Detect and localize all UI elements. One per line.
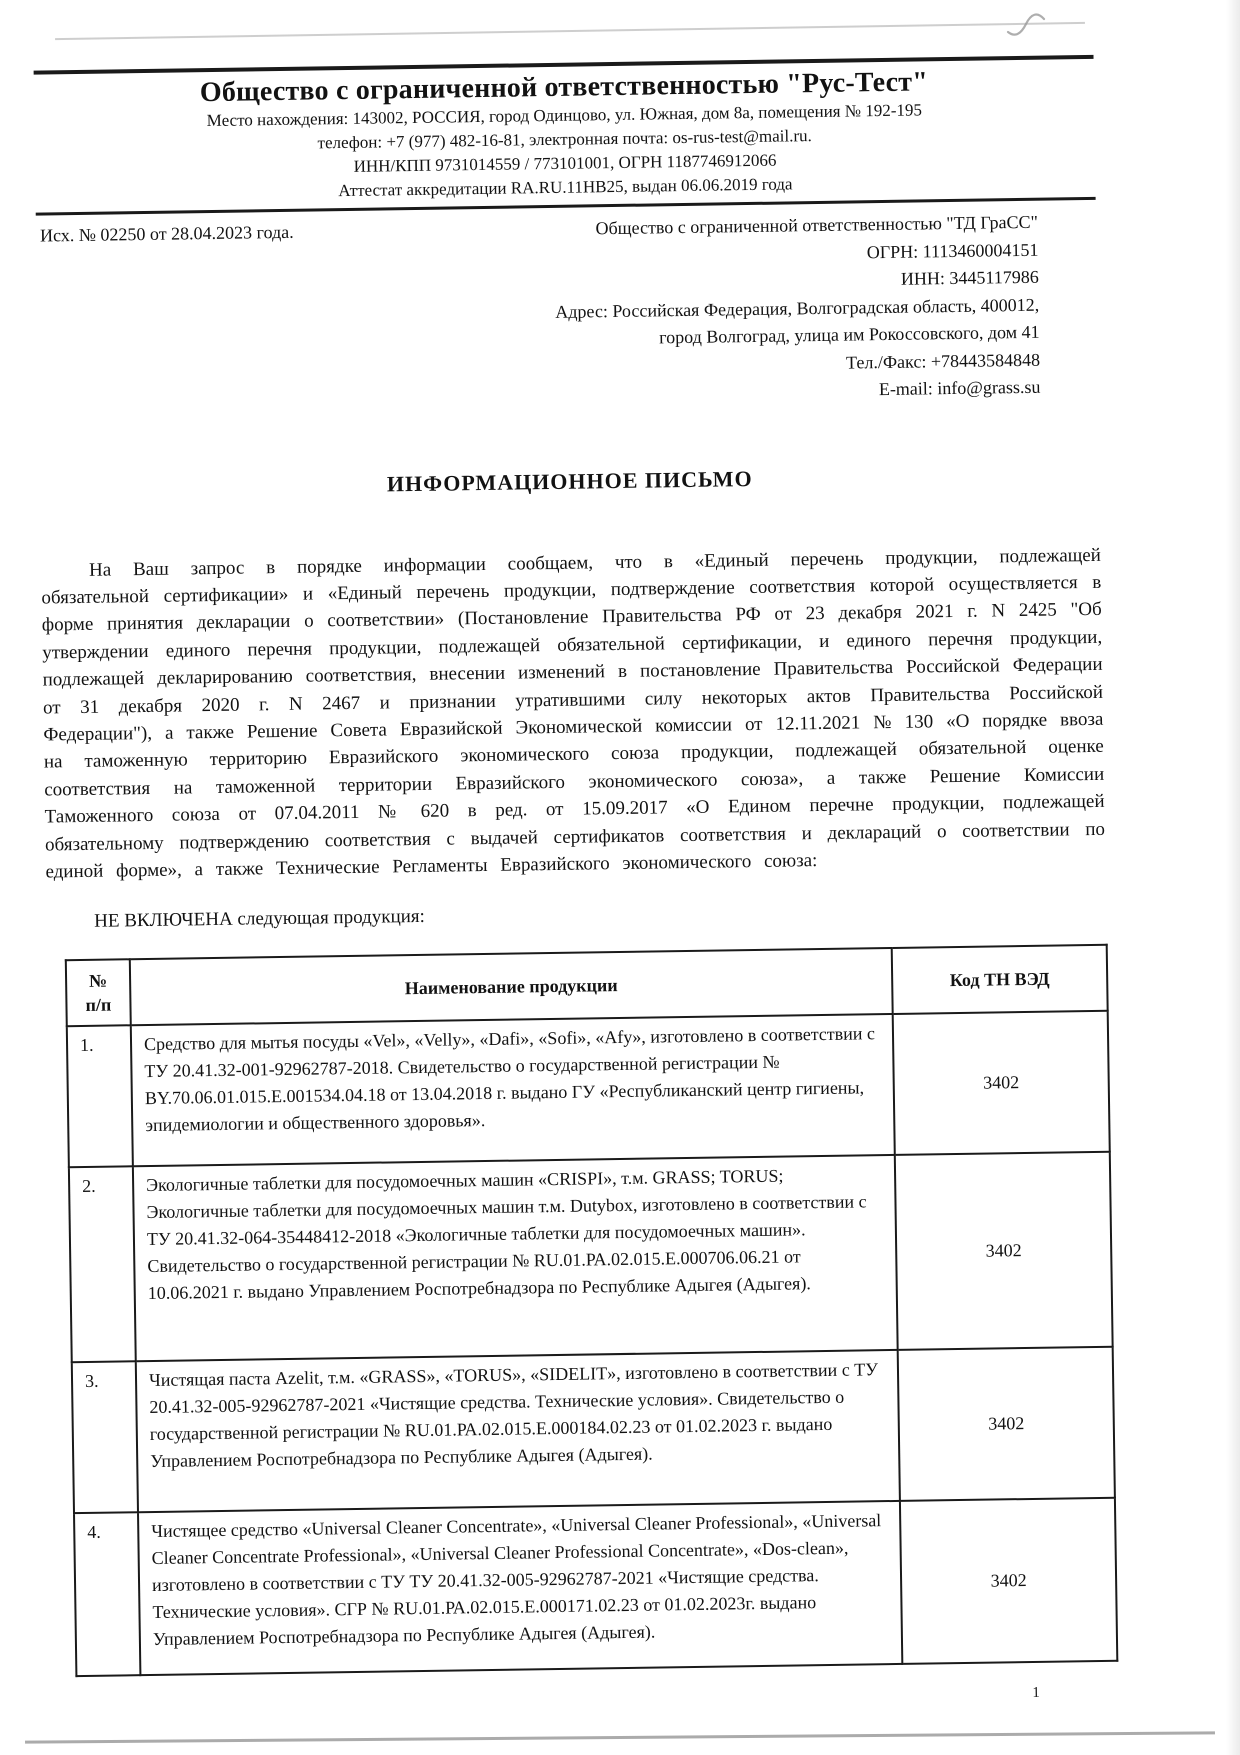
- org-location: Место нахождения: 143002, РОССИЯ, город Одинцово, ул. Южная, дом 8а, помещения № 192-195: [206, 100, 923, 131]
- column-header-number-line2: п/п: [85, 994, 112, 1016]
- row-number: 2.: [69, 1167, 136, 1363]
- row-tnved-code: 3402: [893, 1011, 1110, 1155]
- row-product-name: Чистящая паста Azelit, т.м. «GRASS», «TORUS», «SIDELIT», изготовлено в соответствии с ТУ 20.41.32-005-92962787-2021 «Чистящие средства. Технические условия». Свидетельство о государственной регистрации № RU.01.РА.02.015.Е.000184.02.23 от 01.02.2023 г. выдано Управлением Роспотребнадзора по Республике Адыгея (Адыгея).: [136, 1350, 900, 1512]
- row-tnved-code: 3402: [895, 1152, 1113, 1350]
- outgoing-reference: Исх. № 02250 от 28.04.2023 года.: [39, 221, 294, 246]
- recipient-inn: ИНН: 3445117986: [900, 266, 1039, 289]
- letterhead: [34, 64, 1096, 208]
- paper-right-edge: [1226, 0, 1240, 1755]
- row-number: 4.: [74, 1513, 140, 1677]
- row-tnved-code: 3402: [900, 1498, 1117, 1664]
- row-product-name: Средство для мытья посуды «Vel», «Velly», «Dafi», «Sofi», «Afy», изготовлено в соответствии с ТУ 20.41.32-001-92962787-2018. Свидетельство о государственной регистрации № BY.70.06.01.015.Е.001534.04.18 от 13.04.2018 г. выдано ГУ «Республиканский центр гигиены, эпидемиологии и общественного здоровья».: [131, 1014, 895, 1166]
- recipient-ogrn: ОГРН: 1113460004151: [866, 239, 1039, 262]
- scan-mark-icon: [1005, 12, 1047, 47]
- scan-mark-glyph: [1005, 12, 1047, 42]
- page-number: 1: [1032, 1685, 1040, 1702]
- row-number: 3.: [72, 1362, 138, 1514]
- not-included-line: НЕ ВКЛЮЧЕНА следующая продукция:: [94, 906, 426, 933]
- org-name: Общество с ограниченной ответственностью "Рус-Тест": [199, 66, 929, 109]
- letter-sheet: [0, 53, 1240, 1718]
- org-accreditation: Аттестат аккредитации RA.RU.11НВ25, выдан 06.06.2019 года: [338, 174, 793, 201]
- column-header-number: [66, 960, 131, 1027]
- row-product-name: Чистящее средство «Universal Cleaner Concentrate», «Universal Cleaner Professional», «Universal Cleaner Concentrate Professional», «Universal Cleaner Professional Concentrate», «Dos-clean», изготовлено в соответствии с ТУ ТУ 20.41.32-005-92962787-2021 «Чистящие средства. Технические условия». СГР № RU.01.РА.02.015.Е.000171.02.23 от 01.02.2023г. выдано Управлением Роспотребнадзора по Республике Адыгея (Адыгея).: [138, 1501, 902, 1675]
- recipient-org-name: Общество с ограниченной ответственностью "ТД ГраСС": [595, 211, 1039, 239]
- row-number: 1.: [67, 1026, 133, 1168]
- column-header-code: Код ТН ВЭД: [892, 945, 1108, 1014]
- products-table: [65, 944, 1119, 1677]
- org-contacts: телефон: +7 (977) 482-16-81, электронная почта: os-rus-test@mail.ru.: [317, 126, 812, 153]
- recipient-address-1: Адрес: Российская Федерация, Волгоградская область, 400012,: [555, 294, 1040, 322]
- letter-title: ИНФОРМАЦИОННОЕ ПИСЬМО: [386, 465, 753, 496]
- letter-body-paragraph: На Ваш запрос в порядке информации сообщаем, что в «Единый перечень продукции, подлежащей обязательной сертификации» и «Единый перечень продукции, подтверждение соответствия которой осуществляется в форме принятия декларации о соответствии» (Постановление Правительства РФ от 23 декабря 2021 г. N 2425 "Об утверждении единого перечня продукции, подлежащей обязательной сертификации, и единого перечня продукции, подлежащей декларированию соответствия, внесении изменений в постановление Правительства Российской Федерации от 31 декабря 2020 г. N 2467 и признании утратившими силу некоторых актов Правительства Российской Федерации"), а также Решение Совета Евразийской Экономической комиссии от 12.11.2021 № 130 «О порядке ввоза на таможенную территорию Евразийского экономического союза продукции, подлежащей обязательной оценке соответствия на таможенной территории Евразийского экономического союза», а также Решение Комиссии Таможенного союза от 07.04.2011 № 620 в ред. от 15.09.2017 «О Едином перечне продукции, подлежащей обязательному подтверждению соответствия с выдачей сертификатов соответствия и деклараций о соответствии по единой форме», а также Технические Регламенты Евразийского экономического союза:: [41, 544, 1106, 883]
- row-tnved-code: 3402: [898, 1347, 1115, 1501]
- table-row: [72, 1347, 1115, 1513]
- letter-content: [34, 55, 1118, 1717]
- reference-and-recipient-row: [36, 208, 1099, 416]
- column-header-number-line1: №: [88, 970, 108, 992]
- recipient-address-2: город Волгоград, улица им Рокоссовского, дом 41: [659, 321, 1040, 348]
- table-row: [67, 1011, 1110, 1167]
- row-product-name: Экологичные таблетки для посудомоечных машин «CRISPI», т.м. GRASS; TORUS; Экологичные таблетки для посудомоечных машин т.м. Dutybox, изготовлено в соответствии с ТУ 20.41.32-064-35448412-2018 «Экологичные таблетки для посудомоечных машин». Свидетельство о государственной регистрации № RU.01.РА.02.015.Е.000706.06.21 от 10.06.2021 г. выдано Управлением Роспотребнадзора по Республике Адыгея (Адыгея).: [133, 1155, 898, 1361]
- paper-bottom-edge: [25, 1731, 1215, 1743]
- recipient-email: E-mail: info@grass.su: [878, 376, 1041, 400]
- recipient-phone-fax: Тел./Факс: +78443584848: [845, 349, 1041, 373]
- table-row: [74, 1498, 1117, 1676]
- org-requisites: ИНН/КПП 9731014559 / 773101001, ОГРН 1187746912066: [353, 150, 777, 176]
- paper-top-edge: [55, 22, 1085, 40]
- table-row: [69, 1152, 1113, 1362]
- column-header-product: Наименование продукции: [130, 948, 893, 1025]
- products-table-body: [67, 1011, 1118, 1676]
